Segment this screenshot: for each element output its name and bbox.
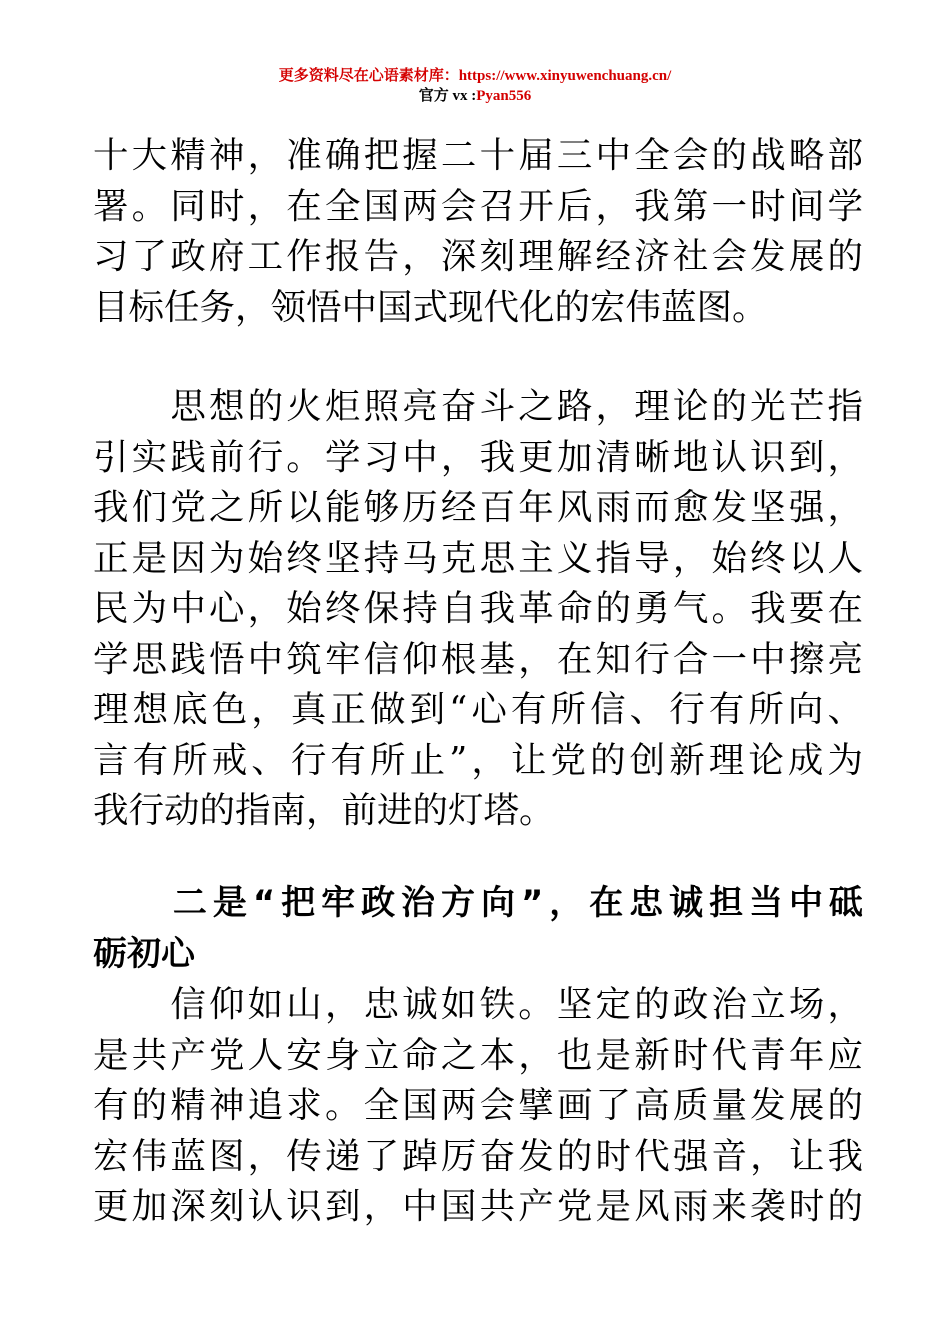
text-line: 署。同时，在全国两会召开后，我第一时间学 xyxy=(93,185,863,227)
text-line: 十大精神，准确把握二十届三中全会的战略部 xyxy=(93,135,863,176)
text-line: 民为中心，始终保持自我革命的勇气。我要在 xyxy=(93,588,863,629)
text-line: 正是因为始终坚持马克思主义指导，始终以人 xyxy=(93,537,863,579)
text-line: 习了政府工作报告，深刻理解经济社会发展的 xyxy=(93,236,863,277)
text-line: 学思践悟中筑牢信仰根基，在知行合一中擦亮 xyxy=(93,638,863,680)
paragraph-1 xyxy=(93,131,863,333)
text-line: 有的精神追求。全国两会擘画了高质量发展的 xyxy=(93,1085,863,1126)
paragraph-3 xyxy=(93,980,863,1233)
page-header xyxy=(0,66,950,106)
text-line: 思想的火炬照亮奋斗之路，理论的光芒指 xyxy=(93,386,863,427)
text-line: 我们党之所以能够历经百年风雨而愈发坚强， xyxy=(93,487,863,528)
text-line: 目标任务，领悟中国式现代化的宏伟蓝图。 xyxy=(93,286,768,328)
text-line: 言有所戒、行有所止”，让党的创新理论成为 xyxy=(93,739,863,781)
heading-line: 砺初心 xyxy=(93,933,195,974)
text-line: 信仰如山，忠诚如铁。坚定的政治立场， xyxy=(93,984,863,1025)
text-line: 更加深刻认识到，中国共产党是风雨来袭时的 xyxy=(93,1186,863,1227)
text-line: 理想底色，真正做到“心有所信、行有所向、 xyxy=(93,689,863,730)
header-contact xyxy=(0,86,950,106)
text-line: 宏伟蓝图，传递了踔厉奋发的时代强音，让我 xyxy=(93,1135,863,1177)
heading-line: 二是“把牢政治方向”，在忠诚担当中砥 xyxy=(93,883,863,923)
text-line: 我行动的指南，前进的灯塔。 xyxy=(93,790,555,831)
header-contact-id: Pyan556 xyxy=(476,88,532,104)
text-line: 引实践前行。学习中，我更加清晰地认识到， xyxy=(93,436,863,478)
text-line: 是共产党人安身立命之本，也是新时代青年应 xyxy=(93,1034,863,1076)
section-heading xyxy=(93,878,863,979)
header-source-link[interactable]: 更多资料尽在心语素材库：https://www.xinyuwenchuang.cn/ xyxy=(278,68,672,84)
paragraph-2 xyxy=(93,382,863,837)
header-contact-label: 官方 vx : xyxy=(418,88,477,104)
